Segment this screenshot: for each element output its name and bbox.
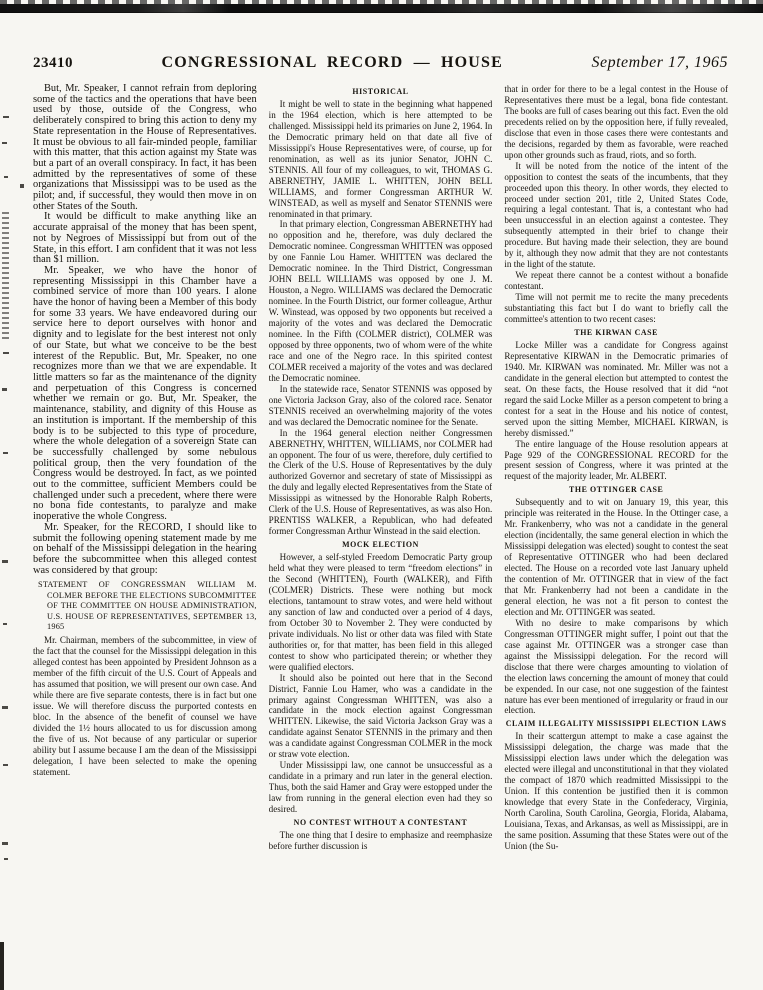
paragraph: With no desire to make comparisons by which Congressman OTTINGER might suffer, I point out that the case against Mr. OTTINGER was a stronger case than against the Mississippi delegation. For the record will disclose that there were charges amounting to violation of the election laws concerning the amount of money that could be expended. In our case, not one suggestion of the faintest nature has ever been mentioned of irregularity or fraud in our election. (504, 617, 728, 716)
scan-fleck-column (2, 212, 9, 340)
scan-fleck (2, 388, 7, 391)
section-heading: CLAIM ILLEGALITY MISSISSIPPI ELECTION LAWS (505, 719, 727, 729)
page-number: 23410 (33, 55, 73, 71)
column-1 (33, 84, 257, 944)
paragraph: It should also be pointed out here that in the Second District, Fannie Lou Hamer, who was a candidate in the primary against Congressman WHITTEN, was also a candidate in the mock election against Congressman WHITTEN. Likewise, the said Victoria Jackson Gray was a candidate against Senator STENNIS in the primary and then was a candidate against Congressman COLMER in the mock or straw vote election. (268, 672, 493, 760)
column-2 (269, 84, 493, 944)
scan-fleck (3, 352, 9, 354)
paragraph: But, Mr. Speaker, I cannot refrain from deploring some of the tactics and the operations that have been used by those, outside of the Congress, who deliberately conspired to bring this action to deny my State representation in the House of Representatives. It must be obvious to all fair-minded people, familiar with this matter, that this action against my State was but a part of an overall conspiracy. In fact, it has been admitted by the representatives of some of these organizations that Mississippi was to be used as the pilot; and, if successful, they would then move in on other States of the South. (33, 84, 257, 212)
scan-fleck (20, 184, 24, 188)
paragraph: that in order for there to be a legal contest in the House of Representatives there must be a legal, bona fide contestant. The books are full of cases bearing out this fact. Even the old precedents relied on by the opposition here, if fully revealed, disclose that even in those cases there were contestants and the decisions, regarded by them as favorable, were reached upon other grounds such as fraud, riots, and so forth. (504, 84, 728, 160)
journal-title: CONGRESSIONAL RECORD — HOUSE (161, 54, 503, 71)
scan-fleck (4, 176, 8, 178)
section-heading: THE OTTINGER CASE (568, 485, 664, 495)
statement-heading: STATEMENT OF CONGRESSMAN WILLIAM M. COLMER BEFORE THE ELECTIONS SUBCOMMITTEE OF THE COMMITTEE ON HOUSE ADMINISTRATION, U.S. HOUSE OF REPRESENTATIVES, SEPTEMBER 13, 1965 (38, 580, 257, 631)
section-heading: THE KIRWAN CASE (574, 327, 659, 337)
paragraph: The entire language of the House resolution appears at Page 929 of the CONGRESSIONAL RECORD for the present session of Congress, where it was printed at the request of the majority leader, Mr. ALBERT. (504, 438, 728, 482)
section-heading: HISTORICAL (352, 87, 409, 96)
paragraph: The one thing that I desire to emphasize and reemphasize before further discussion is (268, 830, 493, 851)
scan-fleck (3, 452, 8, 454)
scan-fleck (2, 842, 8, 845)
paragraph: Time will not permit me to recite the many precedents substantiating this fact but I do want to briefly call the committee's attention to two recent cases: (504, 292, 728, 325)
section-heading: MOCK ELECTION (342, 540, 419, 550)
scan-artifact-top-band (0, 4, 763, 13)
paragraph: In their scattergun attempt to make a case against the Mississippi delegation, the charge was made that the Mississippi election laws under which the delegation was elected were illegal and unconstitutional in that they violated the compact of 1870 which readmitted Mississippi to the Union. If this contention be justified then it is common knowledge that every State in the Confederacy, Virginia, North Carolina, South Carolina, Georgia, Florida, Alabama, Louisiana, Texas, and Arkansas, as well as Mississippi, are in the same position. Assuming that these States were out of the Union (the Su- (504, 731, 728, 851)
paragraph: In the 1964 general election neither Congressmen ABERNETHY, WHITTEN, WILLIAMS, nor COLMER had an opponent. The four of us were, therefore, duly certified to the Clerk of the U.S. House of Representatives by the duly authorized Governor and secretary of state of Mississippi as the duly and legally elected Representatives from the State of Mississippi as witnessed by the Honorable Ralph Roberts, Clerk of the U.S. House of Representatives, as was also Hon. PRENTISS WALKER, a Republican, who had defeated former Congressman Arthur Winstead in the said election. (268, 427, 493, 537)
article-body (33, 84, 728, 944)
paragraph: Mr. Speaker, for the RECORD, I should like to submit the following opening statement made by me on behalf of the Mississippi delegation in the hearing before the subcommittee when this alleged contest was considered by that group: (33, 521, 257, 576)
section-heading: NO CONTEST WITHOUT A CONTESTANT (293, 818, 468, 827)
paragraph: It might be well to state in the beginning what happened in the 1964 election, which is here attempted to be challenged. Mississippi held its primaries on June 2, 1964. In the Democratic primary held on that date all five of Mississippi's House Representatives were, of course, up for renomination, as well as its junior Senator, JOHN C. STENNIS. All four of my colleagues, to wit, THOMAS G. ABERNETHY, JAMIE L. WHITTEN, JOHN BELL WILLIAMS, and former Congressman ARTHUR W. WINSTEAD, as well as myself and Senator STENNIS were renominated in that primary. (268, 99, 493, 219)
paragraph: In that primary election, Congressman ABERNETHY had no opposition and he, therefore, was duly declared the Democratic nominee. Congressman WHITTEN was opposed by one Fannie Lou Hamer. WHITTEN was declared the Democratic nominee. In the Third District, Congressman JOHN BELL WILLIAMS was opposed by one J. M. Houston, a Negro. WILLIAMS was declared the Democratic nominee. In the Fourth District, our former colleague, Arthur W. Winstead, was opposed by two opponents but received a majority of the votes and was declared the Democratic nominee. In the Fifth (COLMER district), COLMER was opposed by three opponents, two of whom were of the white race and one of the Negro race. In this spirited contest COLMER received a majority of the votes and was declared the Democratic nominee. (268, 219, 493, 383)
paragraph: It would be difficult to make anything like an accurate appraisal of the money that has been spent, not by Negroes of Mississippi but from out of the State, in this effort. I am confident that it was not less than $1 million. (33, 211, 257, 266)
paragraph: Mr. Chairman, members of the subcommittee, in view of the fact that the counsel for the Mississippi delegation in this alleged contest has been appointed by President Johnson as a member of the fifth circuit of the U.S. Court of Appeals and has assumed that position, we will present our own case. And while there are five separate contests, there is in fact but one issue. We will therefore discuss the purported contests en bloc. In the absence of the benefit of counsel we have divided the 1½ hours allocated to us for discussion among the five of us. Not because of any particular or superior ability but I assume because I am the dean of the Mississippi delegation, I have been selected to make the opening statement. (33, 635, 257, 777)
page-header (33, 54, 728, 78)
scan-fleck (3, 623, 7, 625)
paragraph: Under Mississippi law, one cannot be unsuccessful as a candidate in a primary and run later in the general election. Thus, both the said Hamer and Gray were estopped under the law from running in the general election even had they so desired. (268, 760, 493, 815)
paragraph: Locke Miller was a candidate for Congress against Representative KIRWAN in the Democratic primaries of 1940. Mr. KIRWAN was nominated. Mr. Miller was not a candidate in the general election but attempted to contest the seat. On these facts, the House resolved that it did “not regard the said Locke Miller as a person competent to bring a contest for a seat in the House and his notice of contest, served upon the sitting Member, MICHAEL KIRWAN, is hereby dismissed.” (504, 339, 728, 438)
scan-fleck (3, 764, 8, 766)
paragraph: However, a self-styled Freedom Democratic Party group held what they were pleased to term “freedom elections” in the Second (WHITTEN), Fourth (WALKER), and Fifth (COLMER) Districts. These were nothing but mock elections, tantamount to straw votes, and were held without any sanction of law and conducted over a period of 4 days, from October 30 to November 2. They were conducted by private individuals. No list or other data was filed with State authorities or, for that matter, has been field in this alleged contest to show who participated therein; or whether they were qualified electors. (268, 552, 493, 672)
paragraph: Subsequently and to wit on January 19, this year, this principle was reiterated in the House. In the Ottinger case, a Mr. Frankenberry, who was not a candidate in the general election (incidentally, the same general election in which the Mississippi delegation was elected) sought to contest the seat of Representative OTTINGER who had been declared elected. The House on a recorded vote last January upheld the contention of Mr. OTTINGER that in view of the fact that Mr. Frankenberry had not been a candidate in the general election, he was not a fit person to contest the election and Mr. OTTINGER was seated. (504, 497, 728, 617)
paragraph: Mr. Speaker, we who have the honor of representing Mississippi in this Chamber have a combined service of more than 100 years. I alone have the honor of having been a Member of this body for some 33 years. We have endeavored during our service here to deport ourselves with honor and dignity and to legislate for the best interest not only of our State, but what we conceive to be the best interest of the Republic. But, Mr. Speaker, no one recognizes more than we that we are expendable. It little matters so far as the maintenance of the dignity and perpetuation of this Congress is concerned whether we remain or go. But, Mr. Speaker, the maintenance, stability, and dignity of this House as an institution is important. If the membership of this body is to be subjected to this type of procedure, where the whole delegation of a sovereign State can be successfully challenged by some nebulous political group, then the very foundation of the Congress would be destroyed. In fact, as we pointed out to the committee, sufficient Members could be challenged under such a precedent, where there were no bona fide contestants, to paralyze and make inoperative the whole Congress. (33, 264, 257, 523)
column-3 (504, 84, 728, 944)
scan-fleck (4, 858, 8, 860)
issue-date: September 17, 1965 (591, 54, 728, 71)
scan-fleck (2, 706, 8, 709)
paragraph: We repeat there cannot be a contest without a bonafide contestant. (504, 270, 728, 292)
scan-fleck (3, 116, 9, 118)
scan-artifact-corner-bar (0, 942, 4, 990)
paragraph: It will be noted from the notice of the intent of the opposition to contest the seats of the incumbents, that they proceeded upon this theory. In other words, they elected to proceed under section 201, title 2, United States Code, requiring a legal contestant. That is, a contestant who had been unsuccessful in an election against a contestee. They subsequently attempted in their brief to change their procedure. But having made their selection, they are bound by it, although they now admit that they are not contestants in the light of the statute. (504, 160, 728, 270)
scan-fleck (2, 142, 7, 144)
paragraph: In the statewide race, Senator STENNIS was opposed by one Victoria Jackson Gray, also of the colored race. Senator STENNIS received an overwhelming majority of the votes and was declared the Democratic nominee for the Senate. (268, 383, 493, 427)
scan-fleck (2, 560, 8, 563)
